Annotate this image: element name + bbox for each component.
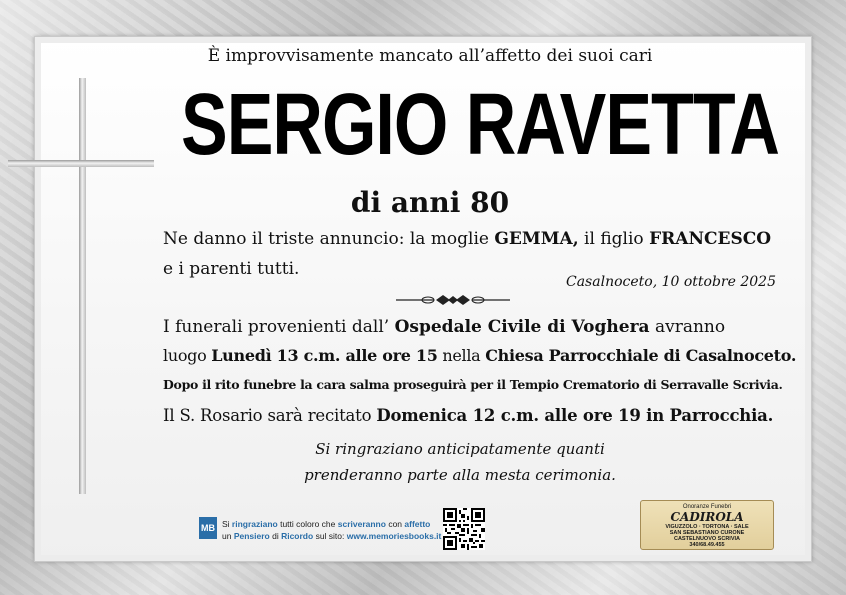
agency-top: Onoranze Funebri	[682, 504, 732, 510]
funeral-agency-plaque	[640, 500, 774, 550]
church-name: Chiesa Parrocchiale di Casalnoceto.	[485, 346, 797, 365]
memoriesbooks-logo: MB	[199, 517, 217, 539]
funeral-luogo: luogo	[163, 346, 212, 365]
rosary-when: Domenica 12 c.m. alle ore 19 in Parrocchia.	[376, 406, 774, 425]
mb-t6: affetto	[404, 519, 431, 529]
agency-line-3: CASTELNUOVO SCRIVIA	[673, 536, 740, 542]
age-text: di anni 80	[350, 186, 510, 219]
funeral-line-3: Dopo il rito funebre la cara salma proseguirà per il Tempio Crematorio di Serravalle Scrivia.	[163, 377, 783, 392]
thanks-line-1: Si ringraziano anticipatamente quanti	[315, 440, 605, 458]
mb-t7: un	[222, 531, 234, 541]
qr-code-icon[interactable]	[443, 508, 485, 550]
mb-t11: sul sito:	[313, 531, 347, 541]
memoriesbooks-line-2	[222, 530, 441, 542]
mb-t3: tutti coloro che	[277, 519, 338, 529]
cross-icon-horizontal	[8, 160, 154, 167]
agency-phone: 340/68.49.455	[689, 542, 725, 548]
funeral-suffix: avranno	[649, 317, 726, 337]
funeral-line-1	[163, 317, 725, 337]
mb-t4: scriveranno	[337, 519, 386, 529]
funeral-prefix: I funerali provenienti dall’	[163, 317, 395, 337]
rosary-prefix: Il S. Rosario sarà recitato	[163, 406, 377, 425]
rosary-line	[163, 406, 773, 425]
memoriesbooks-text	[222, 518, 441, 542]
cross-icon-vertical	[79, 78, 86, 494]
hospital-name: Ospedale Civile di Voghera	[394, 317, 650, 337]
announce-line	[163, 229, 771, 249]
mb-t2: ringraziano	[231, 519, 278, 529]
mb-t1: Si	[222, 519, 232, 529]
place-date: Casalnoceto, 10 ottobre 2025	[566, 274, 776, 290]
ornament-divider-icon	[396, 293, 510, 307]
mb-t8: Pensiero	[233, 531, 270, 541]
intro-text: È improvvisamente mancato all’affetto dei suoi cari	[207, 46, 653, 66]
funeral-when: Lunedì 13 c.m. alle ore 15	[211, 346, 438, 365]
thanks-line-2: prenderanno parte alla mesta cerimonia.	[304, 466, 616, 484]
mb-t5: con	[385, 519, 405, 529]
agency-line-1: VIGUZZOLO · TORTONA · SALE	[665, 524, 749, 530]
announce-prefix: Ne danno il triste annuncio: la moglie	[163, 229, 495, 249]
mb-t9: di	[269, 531, 282, 541]
son-prefix: il figlio	[578, 229, 650, 249]
agency-line-2: SAN SEBASTIANO CURONE	[669, 530, 745, 536]
deceased-name: SERGIO RAVETTA	[181, 75, 779, 173]
wife-name: GEMMA,	[494, 229, 579, 249]
agency-brand: CADIROLA	[670, 510, 744, 524]
son-name: FRANCESCO	[649, 229, 772, 249]
relatives-line: e i parenti tutti.	[163, 259, 300, 279]
mb-t10: Ricordo	[281, 531, 314, 541]
memoriesbooks-line-1	[222, 518, 441, 530]
memoriesbooks-link[interactable]: www.memoriesbooks.it	[346, 531, 442, 541]
funeral-nella: nella	[437, 346, 486, 365]
funeral-line-2	[163, 346, 796, 365]
